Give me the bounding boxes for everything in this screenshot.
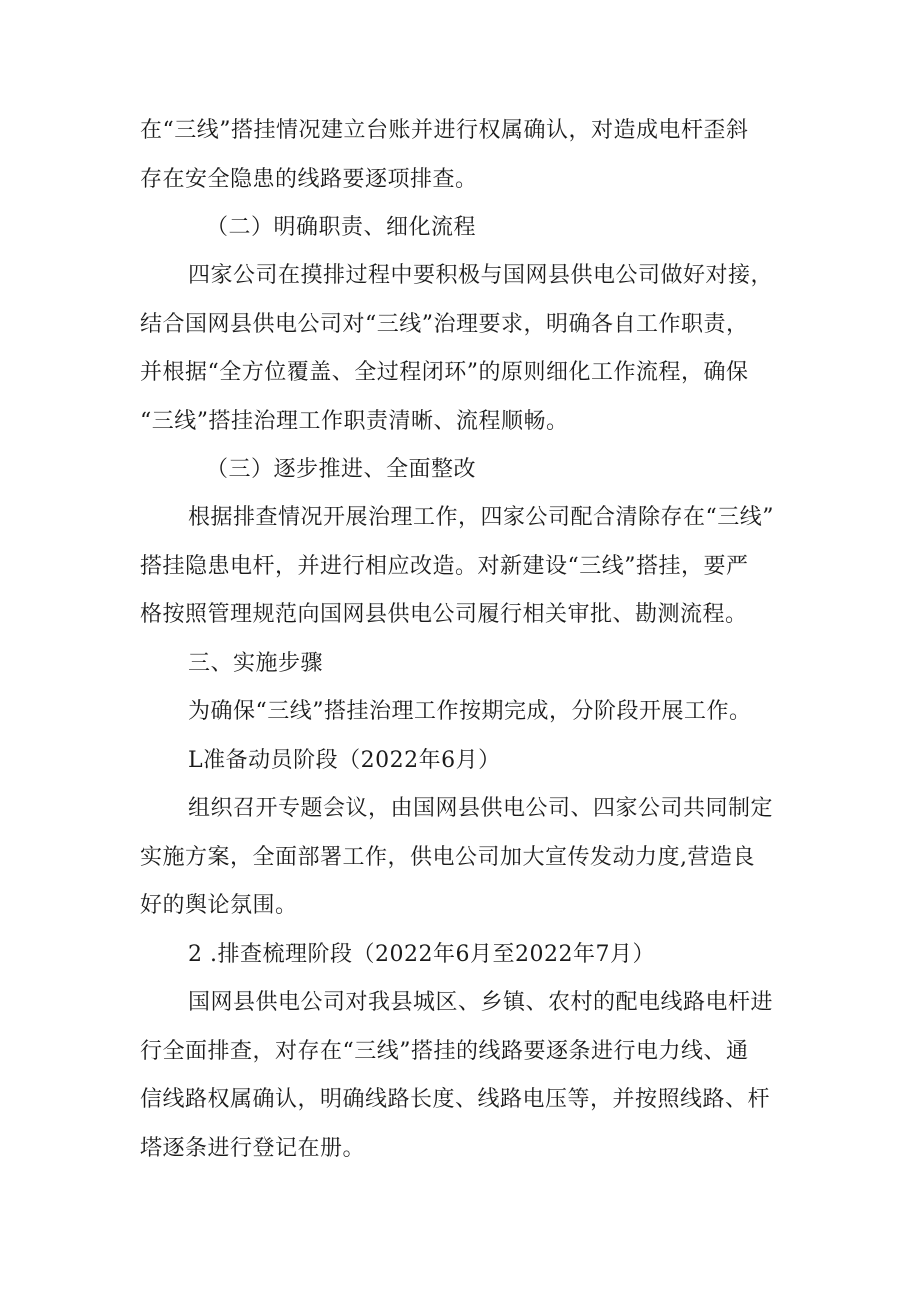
paragraph-line: 实施方案，全面部署工作，供电公司加大宣传发动力度,营造良 [140,845,755,870]
paragraph-line: 为确保“三线”搭挂治理工作按期完成，分阶段开展工作。 [188,699,752,724]
paragraph-line: 存在安全隐患的线路要逐项排查。 [140,167,478,192]
paragraph-line: 结合国网县供电公司对“三线”治理要求，明确各自工作职责， [140,312,749,337]
section-heading: （二）明确职责、细化流程 [206,215,477,240]
section-heading: 三、实施步骤 [188,651,324,676]
paragraph-line: 四家公司在摸排过程中要积极与国网县供电公司做好对接， [188,263,774,288]
step-heading: L准备动员阶段（2022年6月） [188,748,501,773]
paragraph-line: 并根据“全方位覆盖、全过程闭环”的原则细化工作流程，确保 [140,360,749,385]
paragraph-line: 格按照管理规范向国网县供电公司履行相关审批、勘测流程。 [140,602,748,627]
paragraph-line: “三线”搭挂治理工作职责清晰、流程顺畅。 [140,409,569,434]
section-heading: （三）逐步推进、全面整改 [206,457,477,482]
paragraph-line: 国网县供电公司对我县城区、乡镇、农村的配电线路电杆进 [188,990,774,1015]
paragraph-line: 组织召开专题会议，由国网县供电公司、四家公司共同制定 [188,796,774,821]
paragraph-line: 信线路权属确认，明确线路长度、线路电压等，并按照线路、杆 [140,1087,771,1112]
paragraph-line: 搭挂隐患电杆，并进行相应改造。对新建设“三线”搭挂，要严 [140,554,749,579]
paragraph-line: 行全面排查，对存在“三线”搭挂的线路要逐条进行电力线、通 [140,1039,749,1064]
paragraph-line: 好的舆论氛围。 [140,893,298,918]
paragraph-line: 塔逐条进行登记在册。 [140,1136,366,1161]
step-heading: 2 .排查梳理阶段（2022年6月至2022年7月） [188,942,655,967]
paragraph-line: 在“三线”搭挂情况建立台账并进行权属确认，对造成电杆歪斜 [140,118,749,143]
paragraph-line: 根据排查情况开展治理工作，四家公司配合清除存在“三线” [188,505,774,530]
